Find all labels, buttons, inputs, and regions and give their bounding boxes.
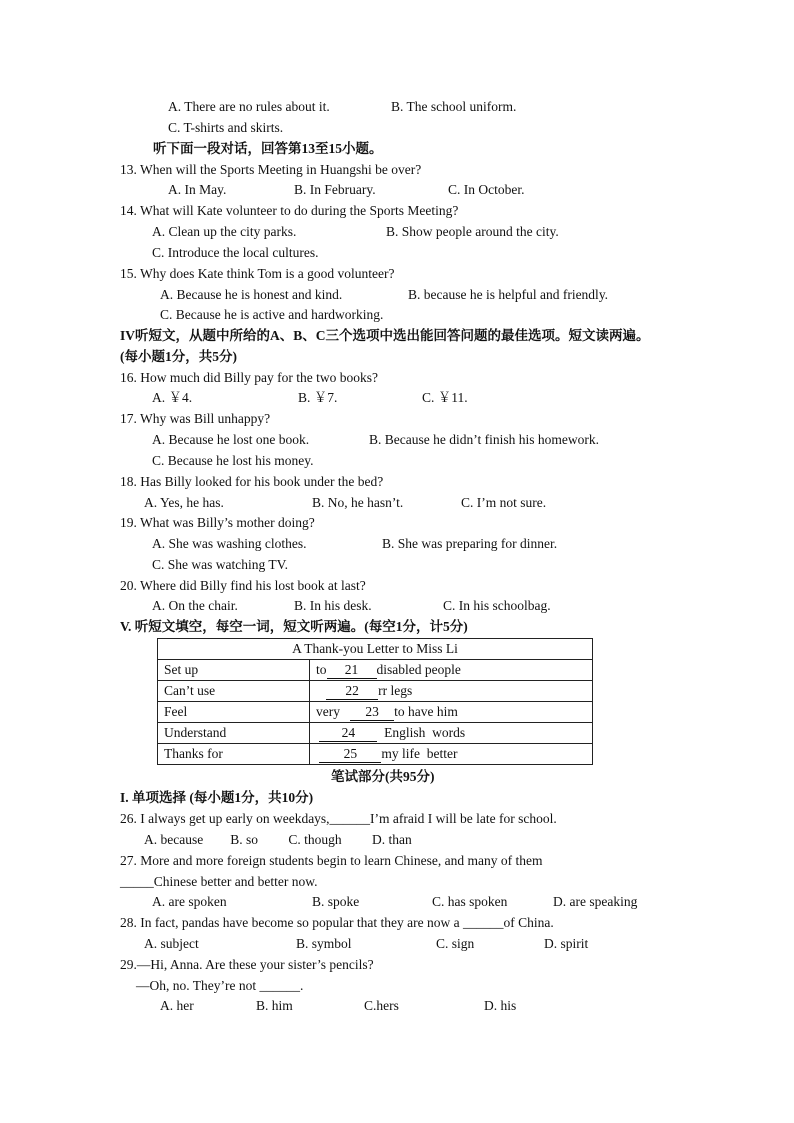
section-5-heading: V. 听短文填空，每空一词，短文听两遍。(每空1分，计5分) [120,619,468,634]
q14-option-b: B. Show people around the city. [386,224,559,239]
q18-option-a: A. Yes, he has. [144,495,224,510]
q29-option-c: C.hers [364,998,399,1013]
q13-option-c: C. In October. [448,182,525,197]
q27-option-a: A. are spoken [152,894,227,909]
q18-option-c: C. I’m not sure. [461,495,547,510]
q29-option-b: B. him [256,998,293,1013]
table-row [158,744,593,765]
q27-option-b: B. spoke [312,894,360,909]
q28-option-c: C. sign [436,936,475,951]
q15-option-b: B. because he is helpful and friendly. [408,287,609,302]
question-15: 15. Why does Kate think Tom is a good volunteer? [120,266,395,281]
question-26: 26. I always get up early on weekdays,______I’m afraid I will be late for school. [120,811,557,826]
q15-option-c: C. Because he is active and hardworking. [160,307,384,322]
option-school-uniform: B. The school uniform. [391,99,517,114]
q13-option-a: A. In May. [168,182,227,197]
q16-option-c: C. ￥11. [422,390,468,405]
section-4-score: (每小题1分，共5分) [120,349,237,364]
blank-25[interactable]: 25 [319,746,381,763]
table-row [158,660,593,681]
q17-option-a: A. Because he lost one book. [152,432,310,447]
question-29-reply: —Oh, no. They’re not ______. [136,978,304,993]
q29-option-d: D. his [484,998,517,1013]
question-27-continued: _____Chinese better and better now. [120,874,318,889]
table-row [158,681,593,702]
q18-option-b: B. No, he hasn’t. [312,495,404,510]
q19-option-c: C. She was watching TV. [152,557,288,572]
q16-option-b: B. ￥7. [298,390,338,405]
written-part-heading: 笔试部分(共95分) [331,769,435,784]
q19-option-b: B. She was preparing for dinner. [382,536,558,551]
thank-you-letter-table [157,638,593,765]
question-27: 27. More and more foreign students begin to learn Chinese, and many of them [120,853,543,868]
q28-option-a: A. subject [144,936,199,951]
q26-options: A. because B. so C. though D. than [144,832,412,847]
question-13: 13. When will the Sports Meeting in Huangshi be over? [120,162,422,177]
row-content [310,744,593,765]
q27-option-d: D. are speaking [553,894,638,909]
q14-option-a: A. Clean up the city parks. [152,224,297,239]
row-suffix: rr legs [378,682,413,698]
q28-option-b: B. symbol [296,936,352,951]
question-28: 28. In fact, pandas have become so popular that they are now a ______of China. [120,915,554,930]
q15-option-a: A. Because he is honest and kind. [160,287,343,302]
option-no-rules: A. There are no rules about it. [168,99,330,114]
q16-option-a: A. ￥4. [152,390,193,405]
row-content [310,702,593,723]
q19-option-a: A. She was washing clothes. [152,536,307,551]
row-prefix: to [316,661,327,677]
row-content [310,660,593,681]
q17-option-c: C. Because he lost his money. [152,453,314,468]
question-29: 29.—Hi, Anna. Are these your sister’s pencils? [120,957,374,972]
row-label: Can’t use [158,681,310,702]
blank-23[interactable]: 23 [350,704,394,721]
section-4-heading: IV听短文，从题中所给的A、B、C三个选项中选出能回答问题的最佳选项。短文读两遍。 [120,328,650,343]
row-label: Thanks for [158,744,310,765]
blank-24[interactable]: 24 [319,725,377,742]
q28-option-d: D. spirit [544,936,589,951]
row-suffix: English words [384,724,466,740]
row-content [310,681,593,702]
row-label: Set up [158,660,310,681]
option-tshirts: C. T-shirts and skirts. [168,120,284,135]
row-suffix: disabled people [376,661,461,677]
question-19: 19. What was Billy’s mother doing? [120,515,315,530]
question-18: 18. Has Billy looked for his book under the bed? [120,474,384,489]
row-content [310,723,593,744]
table-row [158,723,593,744]
instruction-13-15: 听下面一段对话，回答第13至15小题。 [153,141,383,156]
q14-option-c: C. Introduce the local cultures. [152,245,319,260]
q29-option-a: A. her [160,998,194,1013]
section-1-heading: I. 单项选择 (每小题1分，共10分) [120,790,314,805]
row-label: Understand [158,723,310,744]
question-14: 14. What will Kate volunteer to do during the Sports Meeting? [120,203,459,218]
table-title: A Thank-you Letter to Miss Li [158,639,593,660]
row-suffix: my life better [381,745,458,761]
blank-21[interactable]: 21 [327,662,377,679]
q27-option-c: C. has spoken [432,894,508,909]
row-suffix: to have him [394,703,458,719]
blank-22[interactable]: 22 [326,683,378,700]
q20-option-a: A. On the chair. [152,598,238,613]
q20-option-c: C. In his schoolbag. [443,598,551,613]
q13-option-b: B. In February. [294,182,376,197]
question-16: 16. How much did Billy pay for the two books? [120,370,378,385]
q20-option-b: B. In his desk. [294,598,372,613]
row-label: Feel [158,702,310,723]
question-20: 20. Where did Billy find his lost book at last? [120,578,366,593]
q17-option-b: B. Because he didn’t finish his homework. [369,432,599,447]
table-row [158,702,593,723]
row-prefix: very [316,703,344,719]
question-17: 17. Why was Bill unhappy? [120,411,271,426]
